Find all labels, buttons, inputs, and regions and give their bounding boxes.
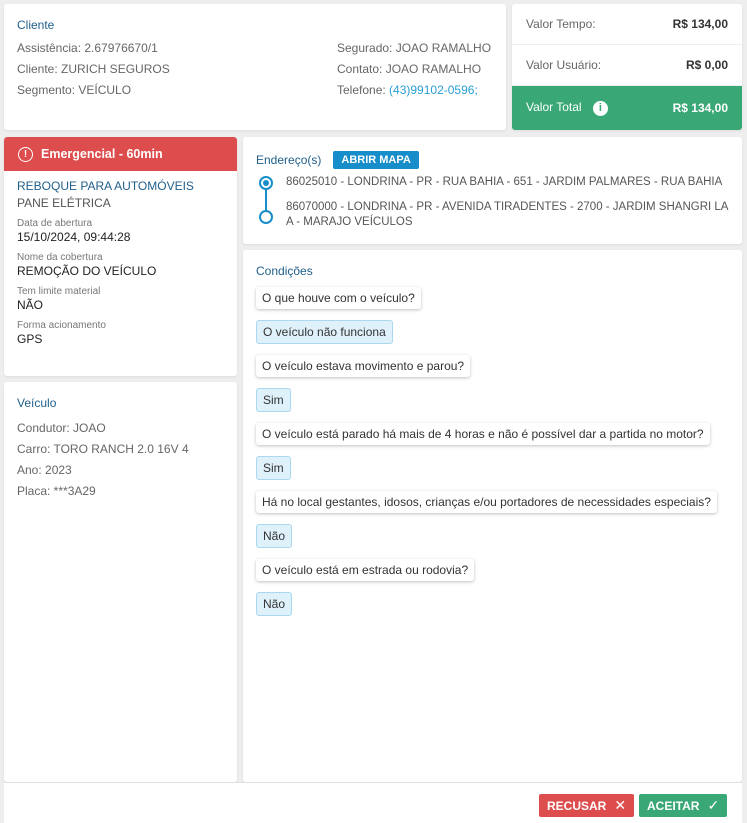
alert-icon: ! [18, 147, 33, 162]
condition-question: O veículo está em estrada ou rodovia? [256, 559, 474, 581]
field-label-coverage: Nome da cobertura [17, 252, 103, 263]
total-value-label: Valor Total [526, 100, 582, 115]
field-value-coverage: REMOÇÃO DO VEÍCULO [17, 264, 157, 278]
field-label-opening-date: Data de abertura [17, 218, 93, 229]
accept-button[interactable] [639, 794, 727, 817]
user-value-label: Valor Usuário: [526, 58, 602, 72]
field-value-trigger-method: GPS [17, 332, 43, 346]
client-title: Cliente [17, 18, 55, 32]
condition-question: O veículo estava movimento e parou? [256, 355, 470, 377]
vehicle-title: Veículo [17, 396, 57, 410]
condition-answer: Sim [256, 456, 291, 480]
user-value-row [512, 45, 742, 86]
service-subtitle: PANE ELÉTRICA [17, 196, 111, 210]
time-value-amount: R$ 134,00 [672, 17, 728, 31]
close-icon: ✕ [614, 797, 627, 813]
condition-question: O veículo está parado há mais de 4 horas e não é possível dar a partida no motor? [256, 423, 710, 445]
refuse-button[interactable] [539, 794, 634, 817]
assistance-number: Assistência: 2.67976670/1 [17, 41, 158, 55]
origin-dot-icon [259, 176, 273, 190]
field-label-trigger-method: Forma acionamento [17, 320, 106, 331]
vehicle-card [4, 382, 237, 782]
condition-answer: Sim [256, 388, 291, 412]
values-card [512, 4, 742, 130]
total-value-amount: R$ 134,00 [672, 101, 728, 115]
address-timeline [256, 175, 729, 230]
vehicle-year: Ano: 2023 [17, 463, 72, 477]
service-card [4, 137, 237, 376]
conditions-card [243, 250, 742, 782]
refuse-label: RECUSAR [547, 798, 607, 813]
info-icon[interactable]: i [593, 101, 608, 116]
contact-name: Contato: JOAO RAMALHO [337, 62, 482, 76]
service-title: REBOQUE PARA AUTOMÓVEIS [17, 179, 194, 193]
vehicle-car: Carro: TORO RANCH 2.0 16V 4 [17, 442, 189, 456]
check-icon: ✓ [707, 797, 720, 813]
emergency-label: Emergencial - 60min [41, 147, 163, 161]
address-card [243, 137, 742, 244]
time-value-label: Valor Tempo: [526, 17, 596, 31]
phone-link[interactable]: (43)99102-0596; [389, 83, 478, 97]
accept-label: ACEITAR [647, 798, 700, 813]
client-card [4, 4, 506, 130]
vehicle-plate: Placa: ***3A29 [17, 484, 96, 498]
origin-address: 86025010 - LONDRINA - PR - RUA BAHIA - 651 - JARDIM PALMARES - RUA BAHIA [286, 176, 723, 188]
segment: Segmento: VEÍCULO [17, 83, 132, 97]
user-value-amount: R$ 0,00 [685, 58, 728, 72]
condition-answer: Não [256, 524, 292, 548]
phone-label: Telefone: [337, 83, 386, 97]
address-title: Endereço(s) [256, 153, 322, 167]
total-value-row [512, 86, 742, 130]
open-map-button[interactable]: ABRIR MAPA [333, 151, 418, 169]
condition-question: Há no local gestantes, idosos, crianças e/ou portadores de necessidades especiais? [256, 491, 717, 513]
field-value-opening-date: 15/10/2024, 09:44:28 [17, 230, 131, 244]
condition-answer: O veículo não funciona [256, 320, 393, 344]
total-value-label-wrap [526, 100, 608, 115]
action-footer [4, 782, 742, 823]
client-name: Cliente: ZURICH SEGUROS [17, 62, 170, 76]
vehicle-driver: Condutor: JOAO [17, 421, 106, 435]
condition-question: O que houve com o veículo? [256, 287, 421, 309]
time-value-row [512, 4, 742, 45]
conditions-title: Condições [256, 264, 313, 278]
phone [337, 80, 493, 101]
destination-address: 86070000 - LONDRINA - PR - AVENIDA TIRADENTES - 2700 - JARDIM SHANGRI LA A - MARAJO VEÍCULOS [286, 201, 728, 228]
field-label-material-limit: Tem limite material [17, 286, 101, 297]
destination-dot-icon [259, 210, 273, 224]
condition-answer: Não [256, 592, 292, 616]
emergency-banner [4, 137, 237, 171]
field-value-material-limit: NÃO [17, 298, 44, 312]
insured-name: Segurado: JOAO RAMALHO [337, 41, 492, 55]
